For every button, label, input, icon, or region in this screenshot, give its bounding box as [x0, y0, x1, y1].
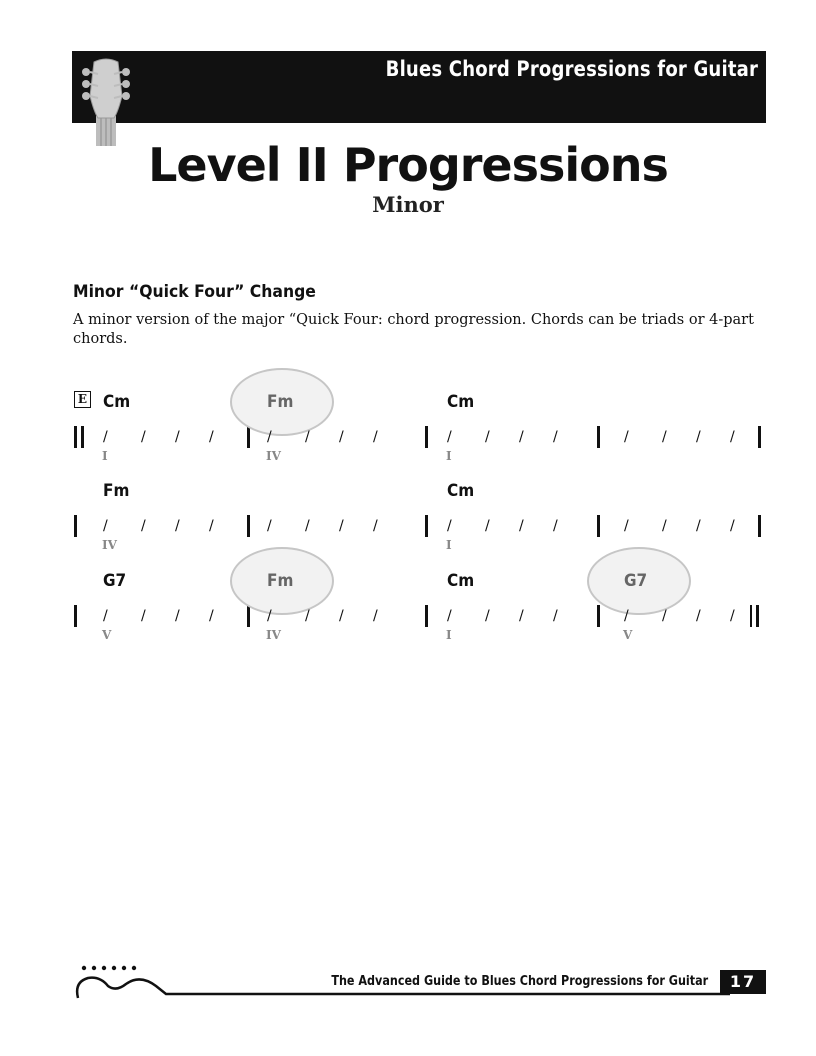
- header-title: Blues Chord Progressions for Guitar: [385, 57, 758, 81]
- chord-name: Cm: [447, 571, 475, 591]
- chord-name: Fm: [267, 392, 294, 412]
- double-barline-start: [74, 426, 77, 448]
- page-title: Level II Progressions: [148, 138, 668, 192]
- beat-slash: /: [209, 608, 214, 624]
- beat-slash: /: [730, 608, 735, 624]
- beat-slash: /: [662, 518, 667, 534]
- chord-name: Cm: [103, 392, 131, 412]
- beat-slash: /: [447, 608, 452, 624]
- beat-slash: /: [662, 608, 667, 624]
- guitar-headstock-icon: [78, 56, 134, 146]
- beat-slash: /: [624, 518, 629, 534]
- roman-numeral: I: [446, 538, 452, 552]
- footer-book-title: The Advanced Guide to Blues Chord Progressions for Guitar: [331, 974, 708, 989]
- barline: [758, 426, 761, 448]
- roman-numeral: I: [102, 449, 108, 463]
- roman-numeral: I: [446, 628, 452, 642]
- barline: [247, 605, 250, 627]
- chord-name: G7: [624, 571, 648, 591]
- barline: [247, 515, 250, 537]
- beat-slash: /: [553, 608, 558, 624]
- beat-slash: /: [519, 608, 524, 624]
- barline: [74, 515, 77, 537]
- beat-slash: /: [624, 608, 629, 624]
- beat-slash: /: [373, 518, 378, 534]
- beat-slash: /: [209, 518, 214, 534]
- page-number: 17: [720, 970, 766, 994]
- beat-slash: /: [175, 608, 180, 624]
- beat-slash: /: [447, 518, 452, 534]
- beat-slash: /: [553, 518, 558, 534]
- roman-numeral: V: [623, 628, 633, 642]
- beat-slash: /: [267, 518, 272, 534]
- chord-name: G7: [103, 571, 127, 591]
- beat-slash: /: [519, 518, 524, 534]
- beat-slash: /: [103, 608, 108, 624]
- section-description: A minor version of the major “Quick Four: chord progression. Chords can be triads or 4-part chords.: [73, 312, 754, 347]
- beat-slash: /: [485, 429, 490, 445]
- beat-slash: /: [373, 608, 378, 624]
- barline: [425, 605, 428, 627]
- beat-slash: /: [553, 429, 558, 445]
- chord-name: Cm: [447, 481, 475, 501]
- beat-slash: /: [730, 518, 735, 534]
- roman-numeral: I: [446, 449, 452, 463]
- beat-slash: /: [305, 608, 310, 624]
- beat-slash: /: [696, 429, 701, 445]
- chord-name: Fm: [267, 571, 294, 591]
- beat-slash: /: [339, 608, 344, 624]
- final-barline: [750, 605, 752, 627]
- section-marker: E: [74, 391, 91, 408]
- barline: [425, 515, 428, 537]
- section-heading: Minor “Quick Four” Change: [73, 282, 316, 302]
- chord-name: Cm: [447, 392, 475, 412]
- beat-slash: /: [141, 429, 146, 445]
- beat-slash: /: [485, 518, 490, 534]
- double-barline-start: [81, 426, 84, 448]
- roman-numeral: IV: [266, 628, 281, 642]
- beat-slash: /: [103, 429, 108, 445]
- beat-slash: /: [730, 429, 735, 445]
- barline: [597, 605, 600, 627]
- beat-slash: /: [662, 429, 667, 445]
- barline: [247, 426, 250, 448]
- beat-slash: /: [209, 429, 214, 445]
- beat-slash: /: [696, 518, 701, 534]
- page-subtitle: Minor: [372, 192, 444, 217]
- beat-slash: /: [485, 608, 490, 624]
- beat-slash: /: [339, 518, 344, 534]
- final-barline: [756, 605, 759, 627]
- beat-slash: /: [103, 518, 108, 534]
- chord-name: Fm: [103, 481, 130, 501]
- beat-slash: /: [373, 429, 378, 445]
- beat-slash: /: [447, 429, 452, 445]
- barline: [425, 426, 428, 448]
- roman-numeral: IV: [266, 449, 281, 463]
- beat-slash: /: [267, 608, 272, 624]
- beat-slash: /: [624, 429, 629, 445]
- barline: [758, 515, 761, 537]
- barline: [74, 605, 77, 627]
- roman-numeral: V: [102, 628, 112, 642]
- beat-slash: /: [141, 608, 146, 624]
- beat-slash: /: [305, 518, 310, 534]
- beat-slash: /: [696, 608, 701, 624]
- barline: [597, 515, 600, 537]
- beat-slash: /: [267, 429, 272, 445]
- barline: [597, 426, 600, 448]
- roman-numeral: IV: [102, 538, 117, 552]
- beat-slash: /: [519, 429, 524, 445]
- beat-slash: /: [339, 429, 344, 445]
- beat-slash: /: [175, 429, 180, 445]
- beat-slash: /: [305, 429, 310, 445]
- header-band: [72, 51, 766, 123]
- beat-slash: /: [175, 518, 180, 534]
- beat-slash: /: [141, 518, 146, 534]
